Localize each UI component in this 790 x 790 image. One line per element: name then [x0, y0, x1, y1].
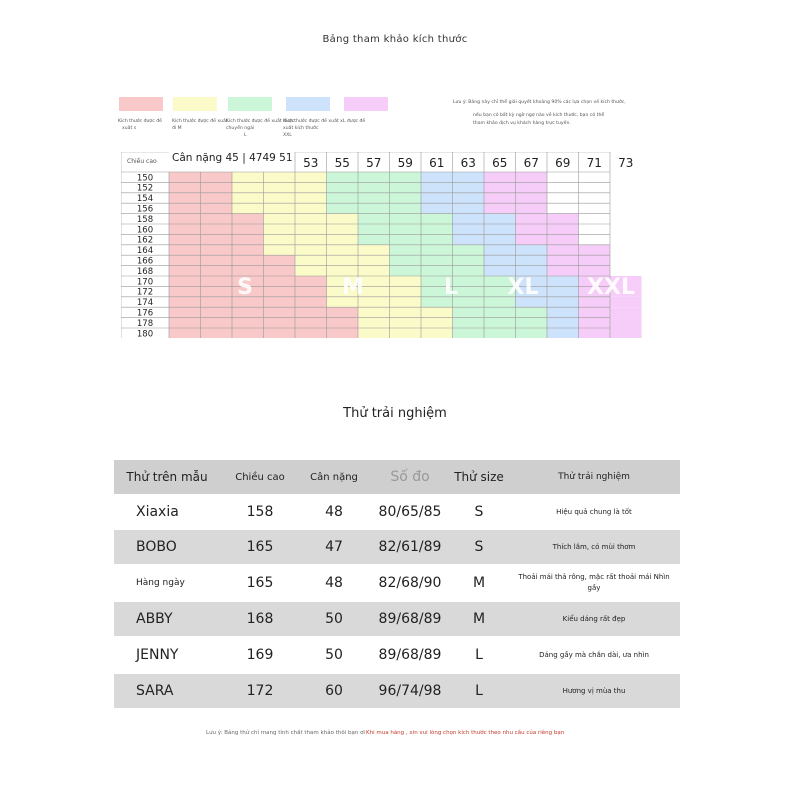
grid-cell: [201, 172, 233, 182]
size-label-s: S: [237, 275, 253, 300]
grid-cell: [484, 318, 516, 328]
grid-cell: [421, 245, 453, 255]
grid-cell: [327, 172, 359, 182]
weight-tick: 55: [334, 156, 350, 170]
grid-cell: [579, 328, 611, 338]
grid-cell: [516, 307, 548, 317]
weight-tick: 57: [366, 156, 382, 170]
legend-swatch-pink: [119, 97, 163, 111]
weight-value: 48: [325, 575, 343, 591]
header-experience: Thử trải nghiệm: [558, 472, 630, 482]
grid-cell: [421, 328, 453, 338]
grid-cell: [358, 245, 390, 255]
grid-cell: [453, 234, 485, 244]
weight-tick: 71: [586, 156, 602, 170]
grid-cell: [484, 307, 516, 317]
model-name: ABBY: [136, 611, 173, 627]
grid-cell: [232, 224, 264, 234]
size-label-xxl: XXL: [587, 275, 635, 300]
experience-text: Hiệu quả chung là tốt: [556, 507, 632, 516]
legend-swatch-green: [228, 97, 272, 111]
grid-cell: [547, 224, 579, 234]
grid-cell: [169, 286, 201, 296]
grid-cell: [516, 203, 548, 213]
grid-cell: [484, 214, 516, 224]
measure-value: 82/68/90: [378, 575, 442, 591]
grid-cell: [295, 234, 327, 244]
height-tick: 156: [136, 204, 154, 215]
grid-cell: [295, 266, 327, 276]
grid-cell: [390, 255, 422, 265]
grid-cell: [358, 328, 390, 338]
height-tick: 170: [136, 277, 154, 288]
grid-cell: [295, 182, 327, 192]
weight-value: 50: [325, 647, 343, 663]
grid-cell: [390, 245, 422, 255]
measure-value: 89/68/89: [378, 611, 442, 627]
grid-cell: [453, 172, 485, 182]
grid-cell: [484, 224, 516, 234]
grid-cell: [232, 214, 264, 224]
weight-value: 50: [325, 611, 343, 627]
model-name: JENNY: [136, 647, 179, 663]
grid-cell: [327, 307, 359, 317]
grid-cell: [390, 224, 422, 234]
grid-cell: [547, 297, 579, 307]
size-value: S: [474, 539, 484, 555]
grid-cell: [453, 182, 485, 192]
grid-cell: [264, 328, 296, 338]
measure-value: 96/74/98: [378, 683, 442, 699]
grid-cell: [169, 245, 201, 255]
grid-cell: [327, 255, 359, 265]
grid-cell: [358, 182, 390, 192]
weight-tick: 73: [618, 156, 634, 170]
grid-cell: [264, 234, 296, 244]
height-value: 165: [246, 539, 274, 555]
grid-cell: [547, 307, 579, 317]
grid-cell: [169, 307, 201, 317]
grid-cell: [484, 255, 516, 265]
trial-row: [114, 602, 680, 636]
height-value: 169: [246, 647, 274, 663]
size-value: M: [472, 611, 486, 627]
weight-tick: 67: [523, 156, 539, 170]
height-tick: 158: [136, 214, 154, 225]
grid-cell: [453, 193, 485, 203]
height-tick: 154: [136, 194, 154, 205]
grid-cell: [484, 203, 516, 213]
grid-cell: [264, 307, 296, 317]
size-note: Lưu ý: Bảng này chỉ thể giải quyết khoảng 90% các lựa chọn về kích thước, nếu bạn có bất kỳ ngờ ngợ nào về kích thước, bạn có thể tham khảo dịch vụ khách hàng trực tuyến.: [453, 100, 626, 126]
experience-text: Kiểu dáng rất đẹp: [562, 614, 626, 623]
grid-cell: [421, 318, 453, 328]
grid-cell: [453, 307, 485, 317]
grid-cell: [232, 318, 264, 328]
grid-cell: [201, 276, 233, 286]
grid-cell: [516, 193, 548, 203]
grid-cell: [201, 286, 233, 296]
size-chart-title: Bảng tham khảo kích thước: [322, 34, 468, 45]
grid-cell: [358, 318, 390, 328]
height-tick: 168: [136, 266, 154, 277]
grid-cell: [327, 214, 359, 224]
grid-cell: [295, 318, 327, 328]
grid-cell: [358, 224, 390, 234]
experience-text: Dáng gầy mà chắn dài, ưa nhìn: [539, 650, 649, 659]
header-weight: Cân nặng: [310, 471, 358, 483]
grid-cell: [264, 286, 296, 296]
grid-cell: [169, 318, 201, 328]
legend-caption-l: Kích thước được đề xuất được chuyển ngài L: [226, 119, 295, 138]
grid-cell: [453, 318, 485, 328]
weight-value: 60: [325, 683, 343, 699]
grid-cell: [295, 286, 327, 296]
grid-cell: [421, 203, 453, 213]
grid-cell: [295, 193, 327, 203]
size-grid-chart: [121, 152, 672, 338]
grid-cell: [169, 234, 201, 244]
grid-cell: [201, 214, 233, 224]
grid-cell: [201, 328, 233, 338]
size-value: L: [475, 647, 483, 663]
measure-value: 80/65/85: [378, 504, 442, 520]
size-label-xl: XL: [507, 275, 539, 300]
grid-cell: [421, 214, 453, 224]
grid-cell: [516, 224, 548, 234]
grid-cell: [421, 234, 453, 244]
grid-cell: [453, 255, 485, 265]
grid-cell: [390, 172, 422, 182]
header-height: Chiều cao: [235, 471, 285, 483]
grid-cell: [516, 255, 548, 265]
grid-cell: [264, 193, 296, 203]
legend-swatch-blue: [286, 97, 330, 111]
header-model: Thử trên mẫu: [126, 470, 208, 484]
legend-caption-xl: Kích thước được đề xuất xL được đề xuất kích thước XXL: [283, 119, 366, 138]
grid-cell: [327, 203, 359, 213]
grid-cell: [484, 234, 516, 244]
grid-cell: [484, 193, 516, 203]
grid-cell: [547, 255, 579, 265]
trial-row: [114, 674, 680, 708]
grid-cell: [516, 245, 548, 255]
grid-cell: [295, 245, 327, 255]
grid-cell: [264, 172, 296, 182]
grid-cell: [610, 307, 642, 317]
grid-cell: [610, 318, 642, 328]
model-name: SARA: [136, 683, 174, 699]
height-tick: 162: [136, 235, 154, 246]
grid-cell: [610, 328, 642, 338]
grid-cell: [201, 245, 233, 255]
grid-cell: [169, 224, 201, 234]
grid-cell: [327, 328, 359, 338]
grid-cell: [421, 182, 453, 192]
height-value: 165: [246, 575, 274, 591]
experience-text: Thích lắm, có mùi thơm: [552, 542, 636, 551]
grid-cell: [295, 297, 327, 307]
grid-cell: [201, 255, 233, 265]
grid-cell: [232, 245, 264, 255]
grid-cell: [169, 214, 201, 224]
grid-cell: [453, 203, 485, 213]
grid-cell: [264, 214, 296, 224]
grid-cell: [201, 224, 233, 234]
grid-cell: [390, 286, 422, 296]
grid-cell: [547, 245, 579, 255]
grid-cell: [484, 182, 516, 192]
measure-value: 89/68/89: [378, 647, 442, 663]
footer-note-right: Khi mua hàng , xin vui lòng chọn kích thước theo nhu cầu của riêng bạn: [366, 730, 565, 736]
height-tick: 152: [136, 183, 154, 194]
grid-cell: [358, 172, 390, 182]
height-value: 158: [246, 504, 274, 520]
grid-cell: [390, 182, 422, 192]
weight-tick: 65: [492, 156, 508, 170]
grid-cell: [169, 203, 201, 213]
grid-cell: [358, 255, 390, 265]
grid-cell: [453, 328, 485, 338]
grid-cell: [327, 318, 359, 328]
height-tick: 164: [136, 246, 154, 257]
trial-title: Thử trải nghiệm: [343, 406, 447, 421]
grid-cell: [232, 193, 264, 203]
grid-cell: [547, 318, 579, 328]
grid-cell: [201, 297, 233, 307]
grid-cell: [516, 234, 548, 244]
model-name: Xiaxia: [136, 504, 179, 520]
header-size: Thử size: [454, 470, 504, 484]
grid-cell: [264, 276, 296, 286]
grid-cell: [516, 328, 548, 338]
grid-cell: [295, 276, 327, 286]
size-label-l: L: [443, 275, 459, 300]
weight-value: 48: [325, 504, 343, 520]
grid-cell: [421, 307, 453, 317]
grid-cell: [390, 214, 422, 224]
grid-cell: [579, 245, 611, 255]
grid-cell: [547, 286, 579, 296]
grid-cell: [264, 203, 296, 213]
grid-cell: [547, 234, 579, 244]
grid-cell: [201, 266, 233, 276]
height-tick: 174: [136, 298, 154, 309]
grid-cell: [453, 224, 485, 234]
grid-cell: [547, 276, 579, 286]
grid-cell: [484, 245, 516, 255]
grid-cell: [264, 297, 296, 307]
grid-cell: [327, 182, 359, 192]
grid-cell: [295, 224, 327, 234]
grid-cell: [390, 234, 422, 244]
grid-cell: [453, 214, 485, 224]
grid-cell: [516, 214, 548, 224]
grid-cell: [264, 245, 296, 255]
trial-row: [114, 566, 680, 600]
grid-cell: [358, 193, 390, 203]
height-tick: 150: [136, 173, 154, 184]
grid-cell: [390, 276, 422, 286]
grid-cell: [327, 193, 359, 203]
size-label-m: M: [342, 275, 364, 300]
trial-row: [114, 638, 680, 672]
grid-cell: [264, 255, 296, 265]
grid-cell: [169, 328, 201, 338]
grid-cell: [232, 234, 264, 244]
grid-cell: [295, 255, 327, 265]
grid-cell: [295, 203, 327, 213]
grid-cell: [295, 328, 327, 338]
weight-tick: 69: [555, 156, 571, 170]
grid-cell: [232, 182, 264, 192]
grid-cell: [232, 307, 264, 317]
col-header-label: Cân nặng 45 | 4749 51: [172, 152, 293, 164]
grid-cell: [421, 255, 453, 265]
grid-cell: [358, 214, 390, 224]
grid-cell: [169, 266, 201, 276]
grid-cell: [390, 193, 422, 203]
grid-cell: [484, 172, 516, 182]
grid-cell: [579, 318, 611, 328]
grid-cell: [390, 307, 422, 317]
trial-row: [114, 530, 680, 564]
grid-cell: [516, 172, 548, 182]
experience-text: Hương vị mùa thu: [562, 686, 626, 695]
trial-row: [114, 495, 680, 529]
grid-cell: [421, 224, 453, 234]
legend-caption-m: Kích thước được đề xuất đi M: [172, 119, 228, 131]
experience-text: Thoải mái thả rông, mặc rất thoải mái Nhìn gầy: [518, 573, 670, 592]
footer-note-left: Lưu ý: Bảng thử chỉ mang tính chất tham khảo thôi bạn ơi: [206, 730, 365, 736]
grid-cell: [201, 182, 233, 192]
weight-tick: 59: [397, 156, 413, 170]
grid-cell: [169, 297, 201, 307]
grid-cell: [390, 328, 422, 338]
grid-cell: [169, 255, 201, 265]
grid-cell: [547, 328, 579, 338]
size-value: S: [474, 504, 484, 520]
grid-cell: [232, 172, 264, 182]
grid-cell: [421, 172, 453, 182]
grid-cell: [264, 182, 296, 192]
weight-tick: 63: [460, 156, 476, 170]
grid-cell: [547, 214, 579, 224]
grid-cell: [264, 318, 296, 328]
height-tick: 166: [136, 256, 154, 267]
header-measure: Số đo: [390, 469, 430, 485]
grid-cell: [201, 234, 233, 244]
grid-cell: [169, 193, 201, 203]
grid-cell: [201, 318, 233, 328]
legend-swatch-yellow: [173, 97, 217, 111]
grid-cell: [358, 203, 390, 213]
grid-cell: [295, 172, 327, 182]
weight-value: 47: [325, 539, 343, 555]
grid-cell: [358, 234, 390, 244]
grid-cell: [327, 234, 359, 244]
grid-cell: [169, 276, 201, 286]
weight-tick: 61: [429, 156, 445, 170]
grid-cell: [264, 266, 296, 276]
grid-cell: [169, 182, 201, 192]
model-name: Hàng ngày: [136, 578, 185, 588]
grid-cell: [327, 224, 359, 234]
height-tick: 180: [136, 329, 154, 338]
height-value: 168: [246, 611, 274, 627]
grid-cell: [390, 297, 422, 307]
grid-cell: [421, 193, 453, 203]
height-tick: 178: [136, 318, 154, 329]
grid-cell: [516, 182, 548, 192]
model-name: BOBO: [136, 539, 177, 555]
grid-cell: [390, 266, 422, 276]
grid-cell: [169, 172, 201, 182]
height-tick: 160: [136, 225, 154, 236]
grid-cell: [516, 318, 548, 328]
grid-cell: [390, 203, 422, 213]
grid-cell: [264, 224, 296, 234]
grid-cell: [232, 255, 264, 265]
grid-cell: [232, 328, 264, 338]
grid-cell: [201, 203, 233, 213]
row-header-label: Chiều cao: [127, 158, 157, 165]
height-tick: 172: [136, 287, 154, 298]
size-value: L: [475, 683, 483, 699]
measure-value: 82/61/89: [378, 539, 442, 555]
grid-cell: [201, 307, 233, 317]
size-value: M: [472, 575, 486, 591]
grid-cell: [579, 255, 611, 265]
grid-cell: [358, 307, 390, 317]
grid-cell: [201, 193, 233, 203]
grid-cell: [295, 307, 327, 317]
grid-cell: [390, 318, 422, 328]
height-tick: 176: [136, 308, 154, 319]
weight-tick: 53: [303, 156, 319, 170]
grid-cell: [484, 328, 516, 338]
grid-cell: [232, 203, 264, 213]
legend-caption-s: Kích thước được đề xuất s: [118, 119, 162, 131]
height-value: 172: [246, 683, 274, 699]
grid-cell: [579, 307, 611, 317]
grid-cell: [453, 245, 485, 255]
trial-header-row: [114, 460, 680, 494]
grid-cell: [547, 266, 579, 276]
grid-cell: [327, 245, 359, 255]
legend-swatch-purple: [344, 97, 388, 111]
grid-cell: [295, 214, 327, 224]
